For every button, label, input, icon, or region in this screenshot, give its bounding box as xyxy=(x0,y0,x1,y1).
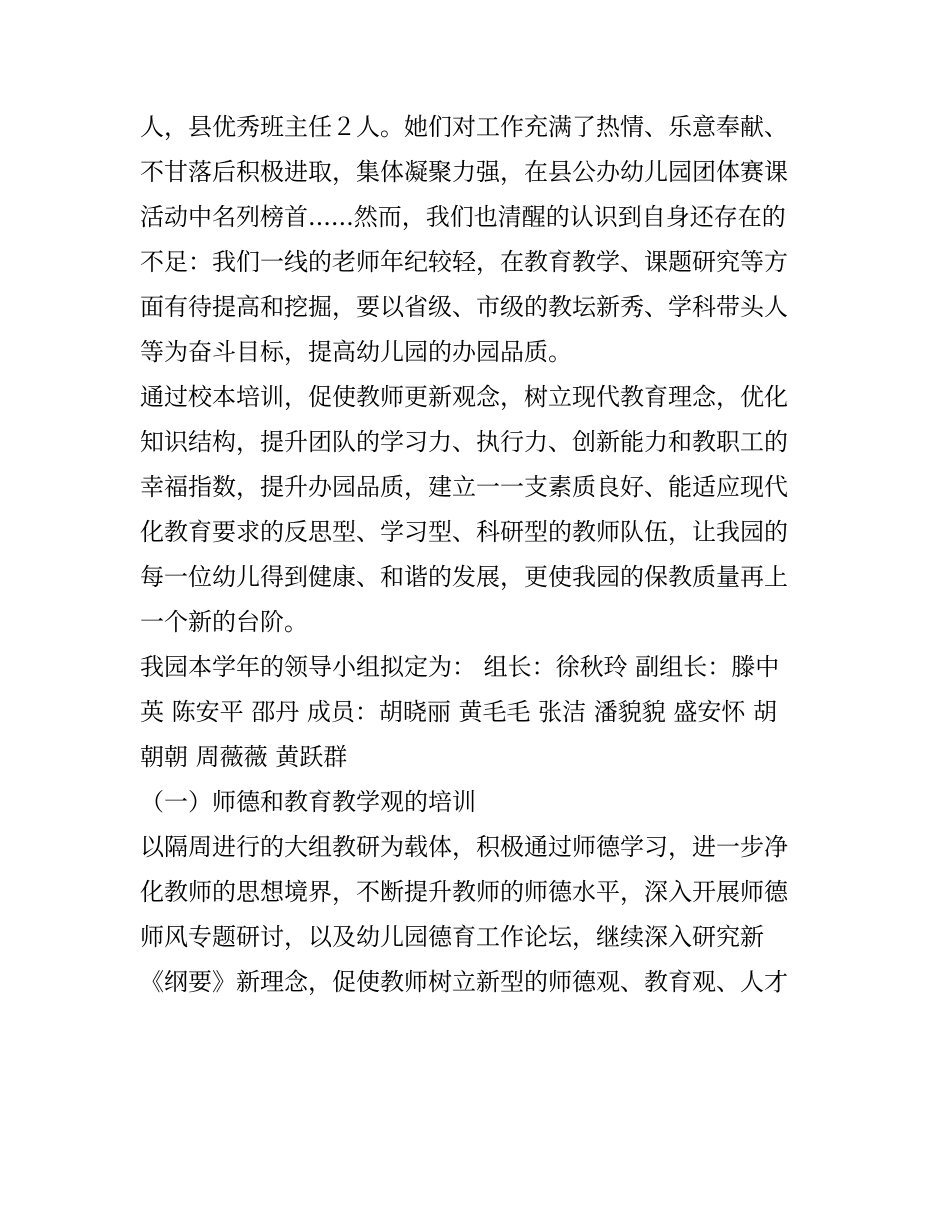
text-line: 幸福指数，提升办园品质，建立一一支素质良好、能适应现代 xyxy=(140,473,788,501)
document-body xyxy=(140,105,820,1005)
text-line: 每一位幼儿得到健康、和谐的发展，更使我园的保教质量再上 xyxy=(140,563,788,591)
section-heading: （一）师德和教育教学观的培训 xyxy=(140,788,476,816)
text-line: 活动中名列榜首......然而，我们也清醒的认识到自身还存在的 xyxy=(140,203,786,231)
text-line: 我园本学年的领导小组拟定为： 组长：徐秋玲 副组长：滕中 xyxy=(140,653,780,681)
text-line: 英 陈安平 邵丹 成员：胡晓丽 黄毛毛 张洁 潘貌貌 盛安怀 胡 xyxy=(140,698,778,726)
text-line: 师风专题研讨，以及幼儿园德育工作论坛，继续深入研究新 xyxy=(140,923,764,951)
text-line: 化教师的思想境界，不断提升教师的师德水平，深入开展师德 xyxy=(140,878,788,906)
text-line: 知识结构，提升团队的学习力、执行力、创新能力和教职工的 xyxy=(140,428,788,456)
text-line: 以隔周进行的大组教研为载体，积极通过师德学习，进一步净 xyxy=(140,833,788,861)
text-line: 化教育要求的反思型、学习型、科研型的教师队伍，让我园的 xyxy=(140,518,788,546)
text-line: 《纲要》新理念，促使教师树立新型的师德观、教育观、人才 xyxy=(140,968,788,996)
text-line: 不足：我们一线的老师年纪较轻，在教育教学、课题研究等方 xyxy=(140,248,788,276)
text-line: 面有待提高和挖掘，要以省级、市级的教坛新秀、学科带头人 xyxy=(140,293,788,321)
text-line: 通过校本培训，促使教师更新观念，树立现代教育理念，优化 xyxy=(140,383,788,411)
text-line: 朝朝 周薇薇 黄跃群 xyxy=(140,743,348,771)
text-line: 人，县优秀班主任２人。她们对工作充满了热情、乐意奉献、 xyxy=(140,113,788,141)
text-line: 等为奋斗目标，提高幼儿园的办园品质。 xyxy=(140,338,572,366)
text-line: 一个新的台阶。 xyxy=(140,608,308,636)
text-line: 不甘落后积极进取，集体凝聚力强，在县公办幼儿园团体赛课 xyxy=(140,158,788,186)
